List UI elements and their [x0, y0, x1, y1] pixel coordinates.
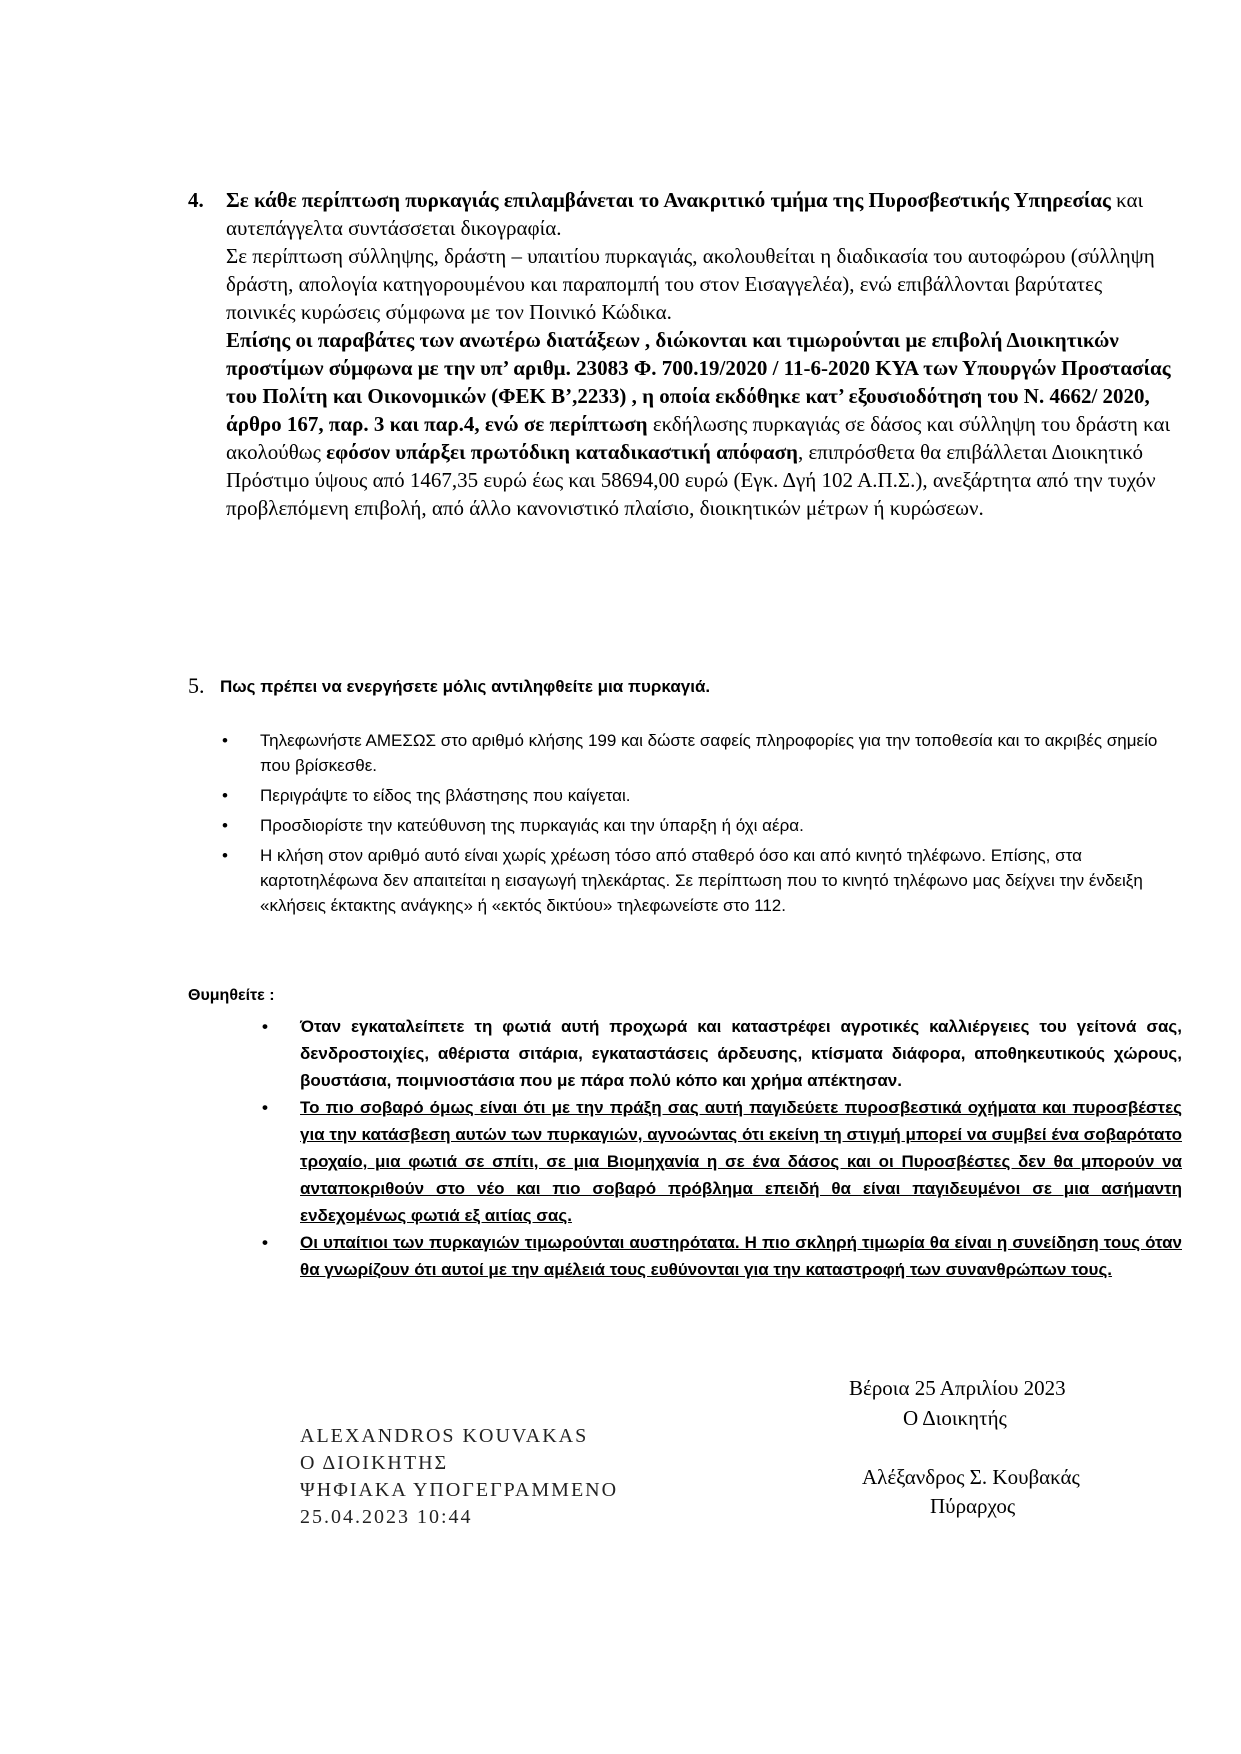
list-item: • Το πιο σοβαρό όμως είναι ότι με την πράξη σας αυτή παγιδεύετε πυροσβεστικά οχήματα και πυροσβέστες για την κατάσβεση αυτών των πυρκαγιών, αγνοώντας ότι εκείνη τη στιγμή μπορεί να συμβεί ένα σοβαρότατο τροχαίο, μια φωτιά σε σπίτι, σε μια Βιομηχανία η σε ένα δάσος και οι Πυροσβέστες δεν θα μπορούν να ανταποκριθούν στο νέο και πιο σοβαρό πρόβλημα επειδή θα είναι παγιδευμένοι σε μια ασήμαντη ενδεχομένως φωτιά εξ αιτίας σας. — [262, 1094, 1182, 1229]
section-4-penalties-end: , επιπρόσθετα θα επιβάλλεται Διοικητικό Πρόστιμο ύψους από 1467,35 ευρώ έως και 58694,00 ευρώ (Εγκ. Δγή 102 Α.Π.Σ.), ανεξάρτητα από την τυχόν προβλεπόμενη επιβολή, από άλλο κανονιστικό πλαίσιο, διοικητικών μέτρων ή κυρώσεων. — [226, 440, 1156, 520]
bullet-icon: • — [262, 1017, 268, 1036]
section-4-lead-bold: Σε κάθε περίπτωση πυρκαγιάς επιλαμβάνεται το Ανακριτικό τμήμα της Πυροσβεστικής Υπηρεσίας — [226, 188, 1111, 212]
section-4-lead-rest: και αυτεπάγγελτα συντάσσεται δικογραφία. — [226, 188, 1144, 240]
section-5-list — [222, 728, 1182, 923]
section-5-number: 5. — [188, 673, 205, 698]
section-4-penalties-bold2: εφόσον υπάρξει πρωτόδικη καταδικαστική απόφαση — [326, 440, 798, 464]
place-date: Βέροια 25 Απριλίου 2023 — [849, 1376, 1066, 1400]
remember-list — [262, 1013, 1182, 1283]
section-4-arrest: Σε περίπτωση σύλληψης, δράστη – υπαιτίου πυρκαγιάς, ακολουθείται η διαδικασία του αυτοφώρου (σύλληψη δράστη, απολογία κατηγορουμένου και παραπομπή του στον Εισαγγελέα), ενώ επιβάλλονται βαρύτατες ποινικές κυρώσεις σύμφωνα με τον Ποινικό Κώδικα. — [226, 244, 1155, 324]
list-item: • Προσδιορίστε την κατεύθυνση της πυρκαγιάς και την ύπαρξη ή όχι αέρα. — [222, 813, 1182, 838]
list-item: • Περιγράψτε το είδος της βλάστησης που καίγεται. — [222, 783, 1182, 808]
bullet-icon: • — [222, 816, 228, 835]
list-item: • Η κλήση στον αριθμό αυτό είναι χωρίς χρέωση τόσο από σταθερό όσο και από κινητό τηλέφωνο. Επίσης, στα καρτοτηλέφωνα δεν απαιτείται η εισαγωγή τηλεκάρτας. Σε περίπτωση που το κινητό τηλέφωνο μας δείχνει την ένδειξη «κλήσεις έκτακτης ανάγκης» ή «εκτός δικτύου» τηλεφωνείστε στο 112. — [222, 843, 1182, 918]
digital-signature-note: ΨΗΦΙΑΚΑ ΥΠΟΓΕΓΡΑΜΜΕΝΟ — [300, 1479, 619, 1501]
section-4-lead — [226, 186, 1176, 242]
signatory-name: Αλέξανδρος Σ. Κουβακάς — [862, 1465, 1080, 1489]
signatory-title: Ο Διοικητής — [903, 1406, 1007, 1430]
section-4-penalties-bold: Επίσης οι παραβάτες των ανωτέρω διατάξεων , διώκονται και τιμωρούνται με επιβολή Διοικητικών προστίμων σύμφωνα με την υπ’ αριθμ. 23083 Φ. 700.19/2020 / 11-6-2020 ΚΥΑ των Υπουργών Προστασίας του Πολίτη και Οικονομικών (ΦΕΚ Β’,2233) , η οποία εκδόθηκε κατ’ εξουσιοδότηση του Ν. 4662/ 2020, άρθρο 167, παρ. 3 και παρ.4, ενώ σε περίπτωση — [226, 328, 1171, 436]
section-4-number: 4. — [188, 188, 204, 212]
bullet-icon: • — [222, 786, 228, 805]
digital-signature-title: Ο ΔΙΟΙΚΗΤΗΣ — [300, 1452, 449, 1474]
digital-signature-timestamp: 25.04.2023 10:44 — [300, 1506, 473, 1528]
section-4-penalties — [226, 326, 1176, 522]
list-item: • Οι υπαίτιοι των πυρκαγιών τιμωρούνται αυστηρότατα. Η πιο σκληρή τιμωρία θα είναι η συνείδηση τους όταν θα γνωρίζουν ότι αυτοί με την αμέλειά τους ευθύνονται για την καταστροφή των συνανθρώπων τους. — [262, 1229, 1182, 1283]
section-5-heading: Πως πρέπει να ενεργήσετε μόλις αντιληφθείτε μια πυρκαγιά. — [220, 677, 711, 696]
bullet-icon: • — [262, 1098, 268, 1117]
bullet-icon: • — [222, 846, 228, 865]
remember-heading: Θυμηθείτε : — [188, 987, 275, 1004]
list-item: • Όταν εγκαταλείπετε τη φωτιά αυτή προχωρά και καταστρέφει αγροτικές καλλιέργειες του γείτονά σας, δενδροστοιχίες, αθέριστα σιτάρια, εγκαταστάσεις άρδευσης, κτίσματα διάφορα, αποθηκευτικούς χώρους, βουστάσια, ποιμνιοστάσια που με πάρα πολύ κόπο και χρήμα απέκτησαν. — [262, 1013, 1182, 1094]
list-item: • Τηλεφωνήστε ΑΜΕΣΩΣ στο αριθμό κλήσης 199 και δώστε σαφείς πληροφορίες για την τοποθεσία και το ακριβές σημείο που βρίσκεσθε. — [222, 728, 1182, 778]
digital-signature-stamp — [300, 1423, 618, 1531]
bullet-icon: • — [262, 1233, 268, 1252]
section-4-penalties-mid: εκδήλωσης πυρκαγιάς σε δάσος και σύλληψη του δράστη και ακολούθως — [226, 412, 1171, 464]
section-4-body — [226, 186, 1176, 522]
signatory-rank: Πύραρχος — [930, 1494, 1016, 1518]
bullet-icon: • — [222, 731, 228, 750]
digital-signature-name: ALEXANDROS KOUVAKAS — [300, 1425, 589, 1447]
